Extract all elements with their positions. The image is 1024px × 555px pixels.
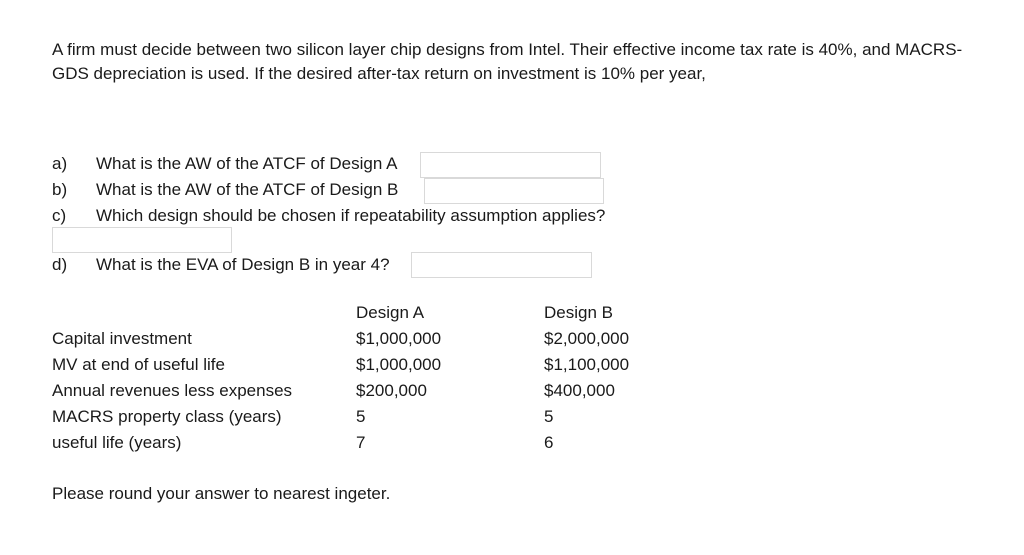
row-label: Capital investment — [52, 329, 192, 348]
question-b-text: What is the AW of the ATCF of Design B — [96, 180, 399, 199]
answer-b-input[interactable] — [424, 178, 604, 204]
row-value-design-b: $2,000,000 — [544, 329, 630, 348]
question-b-marker: b) — [52, 180, 68, 199]
answer-c-input[interactable] — [52, 227, 232, 253]
question-c-marker: c) — [52, 206, 67, 225]
answer-d-input[interactable] — [411, 252, 592, 278]
row-label: useful life (years) — [52, 433, 182, 452]
question-d-text: What is the EVA of Design B in year 4? — [96, 255, 390, 274]
row-value-design-a: $1,000,000 — [356, 355, 442, 374]
row-value-design-b: $400,000 — [544, 381, 615, 400]
answer-a-input[interactable] — [420, 152, 601, 178]
row-value-design-a: 5 — [356, 407, 366, 426]
header-design-b: Design B — [544, 303, 613, 322]
row-value-design-b: $1,100,000 — [544, 355, 630, 374]
row-value-design-b: 5 — [544, 407, 554, 426]
row-label: Annual revenues less expenses — [52, 381, 293, 400]
row-value-design-a: $200,000 — [356, 381, 427, 400]
row-label: MACRS property class (years) — [52, 407, 282, 426]
row-label: MV at end of useful life — [52, 355, 225, 374]
header-design-a: Design A — [356, 303, 425, 322]
row-value-design-a: 7 — [356, 433, 366, 452]
problem-statement: A firm must decide between two silicon layer chip designs from Intel. Their effective income tax rate is 40%, and MACRS-GDS depreciation is used. If the desired after-tax return on investment is 10% per year, — [52, 40, 963, 83]
row-value-design-b: 6 — [544, 433, 554, 452]
question-c-text: Which design should be chosen if repeatability assumption applies? — [96, 206, 606, 225]
rounding-note: Please round your answer to nearest ingeter. — [52, 484, 391, 503]
question-a-marker: a) — [52, 154, 68, 173]
row-value-design-a: $1,000,000 — [356, 329, 442, 348]
question-a-text: What is the AW of the ATCF of Design A — [96, 154, 398, 173]
question-d-marker: d) — [52, 255, 68, 274]
